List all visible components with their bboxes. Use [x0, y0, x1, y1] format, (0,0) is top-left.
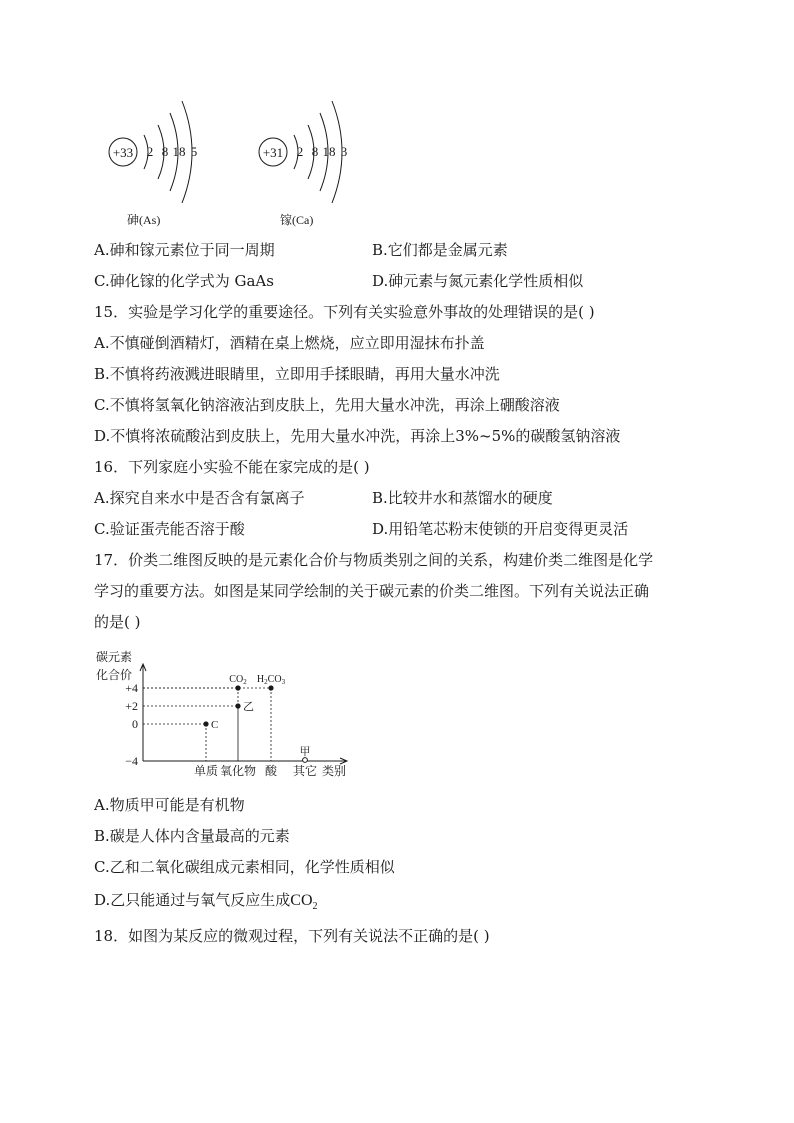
q14-option-d: D.砷元素与氮元素化学性质相似 — [372, 272, 584, 290]
chart-x-ticks — [194, 763, 317, 778]
chart-y-ticks — [125, 681, 138, 768]
x-tick-label: 其它 — [292, 764, 318, 778]
q15-option-c: C.不慎将氢氧化钠溶液沾到皮肤上，先用大量水冲洗，再涂上硼酸溶液 — [94, 396, 560, 414]
arsenic-caption: 砷(As) — [127, 213, 161, 227]
point-label: C — [211, 719, 219, 731]
q16-option-d: D.用铅笔芯粉末使锁的开启变得更灵活 — [372, 520, 629, 538]
x-tick-label: 氧化物 — [219, 764, 257, 778]
gallium-atom — [259, 101, 347, 227]
q17-option-d — [94, 890, 318, 917]
x-tick-label: 单质 — [193, 764, 219, 778]
q16-option-c: C.验证蛋壳能否溶于酸 — [94, 520, 245, 538]
co2-formula: $CO_2$ — [290, 892, 318, 913]
y-tick-label: −4 — [125, 754, 138, 768]
q15-option-d: D.不慎将浓硫酸沾到皮肤上，先用大量水冲洗，再涂上3%~5%的碳酸氢钠溶液 — [94, 427, 621, 445]
y-tick-label: 0 — [132, 717, 138, 731]
arsenic-shell-3: 18 — [172, 144, 186, 159]
q15-option-a: A.不慎碰倒酒精灯，酒精在桌上燃烧，应立即用湿抹布扑盖 — [94, 334, 485, 352]
gallium-shell-2: 8 — [311, 144, 319, 159]
arsenic-atom — [109, 101, 197, 227]
carbon-valence-chart — [94, 645, 364, 785]
q17-option-c: C.乙和二氧化碳组成元素相同，化学性质相似 — [94, 858, 395, 876]
q15-stem: 15．实验是学习化学的重要途径。下列有关实验意外事故的处理错误的是( ) — [94, 303, 595, 321]
q14-option-b: B.它们都是金属元素 — [372, 241, 508, 259]
chart-ylabel-line-1: 碳元素 — [96, 650, 133, 664]
gallium-caption: 镓(Ca) — [280, 213, 314, 227]
y-tick-label: +2 — [125, 699, 138, 713]
q17-stem-line-1: 17．价类二维图反映的是元素化合价与物质类别之间的关系，构建价类二维图是化学 — [94, 551, 654, 569]
gallium-nucleus: +31 — [262, 145, 284, 160]
y-tick-label: +4 — [125, 681, 138, 695]
chart-xlabel: 类别 — [322, 764, 347, 778]
q16-option-a: A.探究自来水中是否含有氯离子 — [94, 489, 305, 507]
x-tick-label: 酸 — [264, 764, 278, 778]
gallium-shell-1: 2 — [296, 144, 304, 159]
data-point — [235, 685, 240, 690]
q17-stem-line-3: 的是( ) — [94, 613, 141, 631]
q15-option-b: B.不慎将药液溅进眼睛里，立即用手揉眼睛，再用大量水冲洗 — [94, 365, 500, 383]
q18-stem: 18．如图为某反应的微观过程，下列有关说法不正确的是( ) — [94, 927, 490, 945]
q17-option-a: A.物质甲可能是有机物 — [94, 796, 245, 814]
point-label: $CO_2$ — [229, 674, 247, 686]
chart-ylabel-line-2: 化合价 — [96, 668, 133, 682]
atom-structure-diagrams — [100, 95, 360, 235]
q17-option-b: B.碳是人体内含量最高的元素 — [94, 827, 290, 845]
data-point — [268, 685, 273, 690]
data-point — [303, 758, 308, 763]
q17-option-d-text: D.乙只能通过与氧气反应生成 — [94, 891, 291, 909]
q16-stem: 16．下列家庭小实验不能在家完成的是( ) — [94, 458, 370, 476]
q14-option-a: A.砷和镓元素位于同一周期 — [94, 241, 275, 259]
gallium-shell-3: 18 — [322, 144, 336, 159]
point-label: 乙 — [243, 701, 254, 713]
point-label: $H_2CO_3$ — [256, 674, 286, 686]
q14-option-c: C.砷化镓的化学式为 GaAs — [94, 272, 274, 290]
data-point — [203, 721, 208, 726]
point-label: 甲 — [299, 746, 311, 758]
q17-stem-line-2: 学习的重要方法。如图是某同学绘制的关于碳元素的价类二维图。下列有关说法正确 — [94, 582, 650, 600]
arsenic-nucleus: +33 — [112, 145, 134, 160]
arsenic-shell-2: 8 — [161, 144, 169, 159]
data-point — [235, 703, 240, 708]
q16-option-b: B.比较井水和蒸馏水的硬度 — [372, 489, 553, 507]
arsenic-shell-4: 5 — [190, 144, 198, 159]
arsenic-shell-1: 2 — [146, 144, 154, 159]
gallium-shell-4: 3 — [340, 144, 348, 159]
chart-points — [203, 674, 310, 762]
